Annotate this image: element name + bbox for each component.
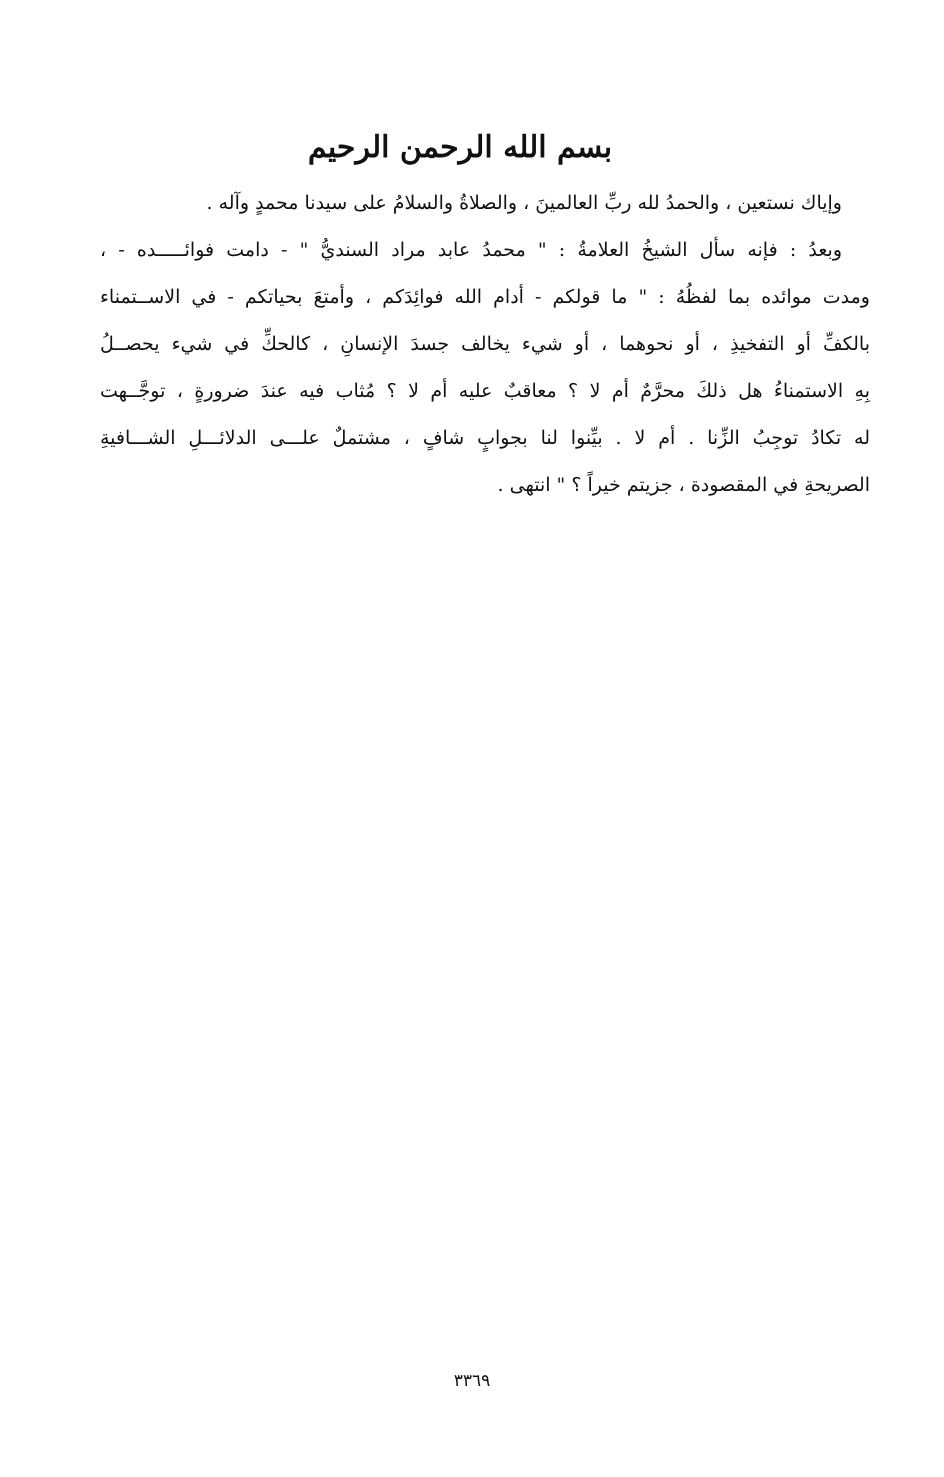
text-line-3: ومدت موائده بما لفظُهُ : " ما قولكم - أدام الله فوائِدَكم ، وأمتعَ بحياتكم - في الاســتمناء [100,286,870,308]
body-text [100,180,870,509]
page-number: ٣٣٦٩ [453,1371,491,1391]
text-line-5: بِهِ الاستمناءُ هل ذلكَ محرَّمٌ أم لا ؟ معاقبٌ عليه أم لا ؟ مُثاب فيه عندَ ضرورةٍ ، توجَّــهت [100,380,870,402]
text-line-6: له تكادُ توجِبُ الزِّنا . أم لا . بيِّنوا لنا بجوابٍ شافٍ ، مشتملٌ علـــى الدلائـــلِ الشـــافيةِ [100,427,870,449]
text-line-2: وبعدُ : فإنه سأل الشيخُ العلامةُ : " محمدُ عابد مراد السنديُّ " - دامت فوائـــــده - ، [100,239,842,261]
page-title: بسم الله الرحمن الرحيم [307,130,613,165]
text-line-4: بالكفِّ أو التفخيذِ ، أو نحوهما ، أو شيء يخالف جسدَ الإنسانِ ، كالحكِّ في شيء يحصــلُ [100,333,870,355]
text-line-7: الصريحةِ في المقصودة ، جزيتم خيراً ؟ " انتهى . [497,474,870,496]
text-line-1: وإياك نستعين ، والحمدُ لله ربِّ العالمينَ ، والصلاةُ والسلامُ على سيدنا محمدٍ وآله . [206,192,842,214]
